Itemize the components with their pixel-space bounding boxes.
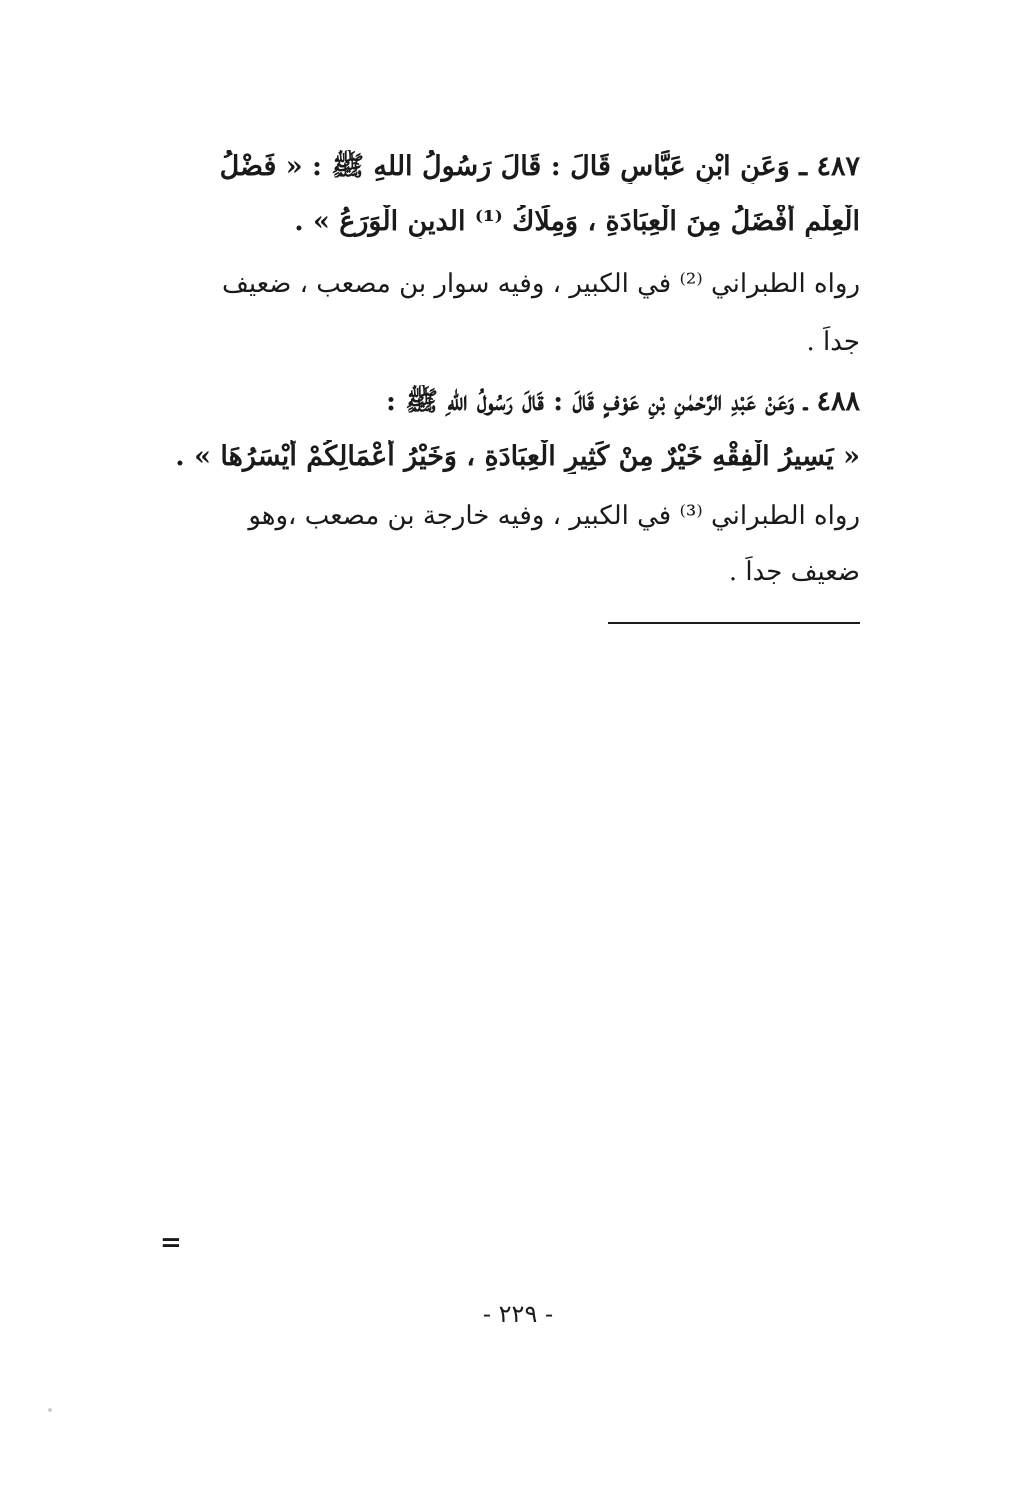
hadith-488-source-line-2: ضعيف جداً .	[728, 557, 860, 587]
hadith-487-source-line-2: جداً .	[806, 327, 860, 357]
hadith-487-source-line-1: رواه الطبراني ⁽²⁾ في الكبير ، وفيه سوار بن مصعب ، ضعيف	[221, 269, 860, 299]
hadith-488-line-2: « يَسِيرُ الْفِقْهِ خَيْرٌ مِنْ كَثِيرِ الْعِبَادَةِ ، وَخَيْرُ أَعْمَالِكُمْ أَيْسَرُهَا » .	[175, 441, 860, 472]
hadith-487-line-1: ٤٨٧ ـ وَعَنِ ابْنِ عَبَّاسٍ قَالَ : قَالَ رَسُولُ اللهِ ﷺ : « فَضْلُ	[219, 151, 860, 182]
hadith-488-line-1: ٤٨٨ ـ وَعَنْ عَبْدِ الرَّحْمٰنِ بْنِ عَوْفٍ قَالَ : قَالَ رَسُولُ اللهِ ﷺ :	[386, 386, 860, 417]
page-number: - ٢٢٩ -	[482, 1300, 554, 1328]
scan-speck	[48, 1408, 52, 1412]
hadith-487-line-2: الْعِلْمِ أَفْضَلُ مِنَ الْعِبَادَةِ ، وَمِلَاكُ ⁽¹⁾ الدينِ الْوَرَعُ » .	[294, 206, 860, 237]
hadith-488-source-line-1: رواه الطبراني ⁽³⁾ في الكبير ، وفيه خارجة بن مصعب ،وهو	[248, 501, 860, 531]
footnote-separator	[608, 622, 860, 624]
continuation-mark: =	[160, 1228, 182, 1258]
